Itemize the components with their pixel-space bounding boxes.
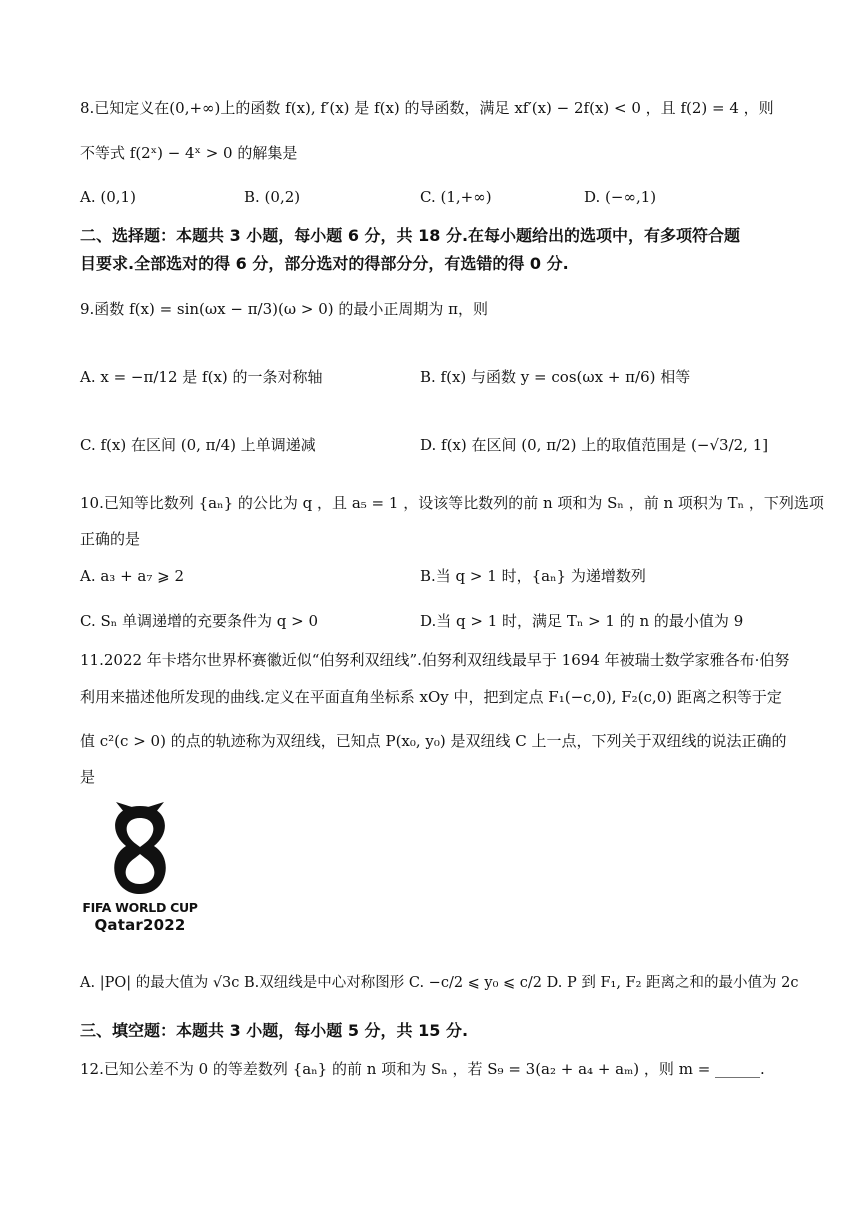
q8-stem-line2: 不等式 f(2ˣ) − 4ˣ > 0 的解集是 [80, 144, 298, 162]
q11-stem-line4: 是 [80, 768, 96, 786]
q10-option-c: C. Sₙ 单调递增的充要条件为 q > 0 [80, 612, 319, 630]
q10-option-d: D.当 q > 1 时，满足 Tₙ > 1 的 n 的最小值为 9 [420, 612, 744, 630]
q8-option-c: C. (1,+∞) [420, 188, 492, 206]
q9-option-a: A. x = −π/12 是 f(x) 的一条对称轴 [80, 368, 323, 386]
q11-options: A. |PO| 的最大值为 √3c B.双纽线是中心对称图形 C. −c/2 ⩽ y₀ ⩽ c/2 D. P 到 F₁, F₂ 距离之和的最小值为 2c [80, 975, 799, 991]
world-cup-logo [80, 798, 200, 943]
q8-option-b: B. (0,2) [244, 188, 301, 206]
q8-option-d: D. (−∞,1) [584, 188, 657, 206]
q11-stem-line2: 利用来描述他所发现的曲线.定义在平面直角坐标系 xOy 中，把到定点 F₁(−c,0), F₂(c,0) 距离之积等于定 [80, 688, 782, 706]
q11-stem-line3: 值 c²(c > 0) 的点的轨迹称为双纽线，已知点 P(x₀, y₀) 是双纽线 C 上一点，下列关于双纽线的说法正确的 [80, 732, 787, 750]
section2-heading-line1: 二、选择题：本题共 3 小题，每小题 6 分，共 18 分.在每小题给出的选项中，有多项符合题 [80, 226, 741, 245]
q10-option-b: B.当 q > 1 时，{aₙ} 为递增数列 [420, 567, 646, 585]
logo-text-qatar: Qatar2022 [94, 916, 186, 934]
q9-option-d: D. f(x) 在区间 (0, π/2) 上的取值范围是 (−√3/2, 1] [420, 436, 769, 454]
world-cup-emblem-icon [80, 798, 200, 902]
q10-stem-line2: 正确的是 [80, 530, 141, 548]
logo-text-fifa: FIFA WORLD CUP [82, 900, 198, 915]
q11-stem-line1: 11.2022 年卡塔尔世界杯赛徽近似“伯努利双纽线”.伯努利双纽线最早于 1694 年被瑞士数学家雅各布·伯努 [80, 651, 790, 669]
section3-heading: 三、填空题：本题共 3 小题，每小题 5 分，共 15 分. [80, 1021, 469, 1040]
q8-option-a: A. (0,1) [80, 188, 136, 206]
q9-stem: 9.函数 f(x) = sin(ωx − π/3)(ω > 0) 的最小正周期为 π，则 [80, 300, 488, 318]
section2-heading-line2: 目要求.全部选对的得 6 分，部分选对的得部分分，有选错的得 0 分. [80, 254, 569, 273]
q10-option-a: A. a₃ + a₇ ⩾ 2 [80, 567, 185, 585]
q8-stem-line1: 8.已知定义在(0,+∞)上的函数 f(x), f′(x) 是 f(x) 的导函数，满足 xf′(x) − 2f(x) < 0 ，且 f(2) = 4 ，则 [80, 99, 774, 117]
q12-stem: 12.已知公差不为 0 的等差数列 {aₙ} 的前 n 项和为 Sₙ ，若 S₉ = 3(a₂ + a₄ + aₘ) ，则 m = ______. [80, 1060, 765, 1078]
q9-option-b: B. f(x) 与函数 y = cos(ωx + π/6) 相等 [420, 368, 691, 386]
q10-stem-line1: 10.已知等比数列 {aₙ} 的公比为 q ，且 a₅ = 1 ，设该等比数列的前 n 项和为 Sₙ ，前 n 项积为 Tₙ ，下列选项 [80, 494, 824, 512]
q9-option-c: C. f(x) 在区间 (0, π/4) 上单调递减 [80, 436, 316, 454]
